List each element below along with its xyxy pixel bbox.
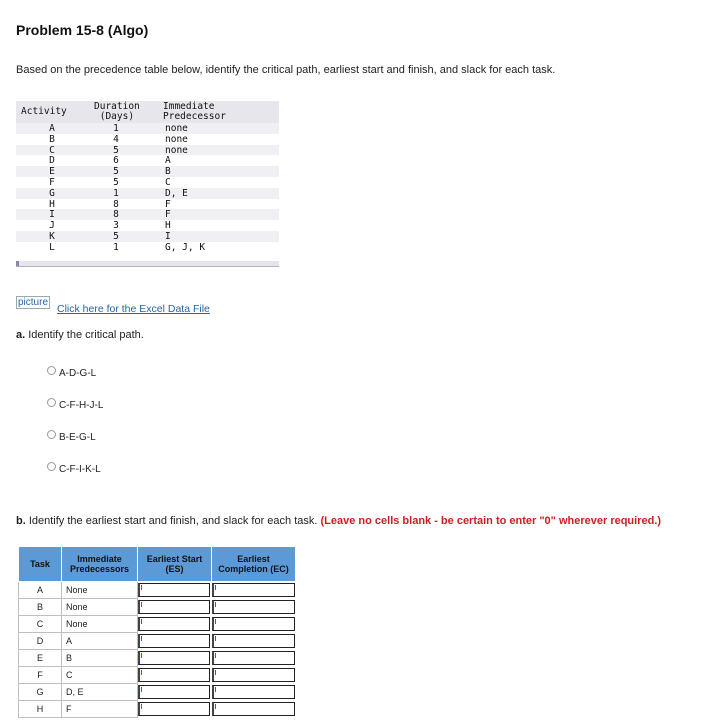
earliest-start-cell (138, 650, 212, 667)
part-b-text: Identify the earliest start and finish, and slack for each task. (25, 515, 321, 527)
predecessor-cell: B (165, 166, 171, 178)
predecessor-cell: F (62, 701, 138, 718)
excel-data-link[interactable]: Click here for the Excel Data File (57, 303, 210, 315)
duration-cell: 8 (113, 209, 119, 221)
predecessor-cell: None (62, 599, 138, 616)
activity-cell: B (49, 133, 55, 145)
earliest-completion-cell (212, 582, 296, 599)
earliest-completion-cell (212, 701, 296, 718)
radio-button[interactable] (47, 430, 56, 439)
precedence-row (16, 220, 279, 231)
precedence-table-header (16, 101, 279, 123)
earliest-completion-input[interactable] (212, 702, 295, 716)
task-cell: D (19, 633, 62, 650)
earliest-start-input[interactable] (138, 668, 210, 682)
earliest-start-cell (138, 701, 212, 718)
earliest-start-cell (138, 633, 212, 650)
duration-cell: 5 (113, 230, 119, 242)
precedence-table (16, 101, 279, 253)
earliest-completion-cell (212, 650, 296, 667)
header-earliest-completion: Earliest Completion (EC) (212, 547, 296, 582)
earliest-start-cell (138, 667, 212, 684)
precedence-row (16, 166, 279, 177)
earliest-completion-cell (212, 667, 296, 684)
earliest-start-input[interactable] (138, 634, 210, 648)
scrollbar-thumb[interactable] (16, 261, 19, 266)
predecessor-cell: F (165, 209, 171, 221)
duration-cell: 8 (113, 198, 119, 210)
predecessor-cell: D, E (62, 684, 138, 701)
precedence-row (16, 177, 279, 188)
duration-cell: 5 (113, 166, 119, 178)
precedence-table-scrollbar[interactable] (16, 261, 279, 267)
answer-row (19, 633, 296, 650)
activity-cell: G (49, 187, 55, 199)
precedence-row (16, 155, 279, 166)
earliest-start-input[interactable] (138, 600, 210, 614)
earliest-start-cell (138, 582, 212, 599)
predecessor-cell: A (165, 155, 171, 167)
col-pred-l2: Predecessor (163, 111, 226, 122)
predecessor-cell: G, J, K (165, 241, 206, 253)
predecessor-cell: B (62, 650, 138, 667)
duration-cell: 5 (113, 144, 119, 156)
precedence-row (16, 123, 279, 134)
part-b-label: b. (16, 515, 26, 527)
earliest-completion-input[interactable] (212, 617, 295, 631)
radio-button[interactable] (47, 366, 56, 375)
predecessor-cell: H (165, 220, 171, 232)
earliest-completion-cell (212, 684, 296, 701)
earliest-start-input[interactable] (138, 651, 210, 665)
activity-cell: K (49, 230, 55, 242)
col-duration-l1: Duration (94, 101, 140, 112)
earliest-completion-input[interactable] (212, 651, 295, 665)
activity-cell: I (49, 209, 55, 221)
predecessor-cell: C (165, 176, 171, 188)
answer-table (18, 546, 296, 718)
answer-row (19, 599, 296, 616)
earliest-completion-cell (212, 633, 296, 650)
activity-cell: L (49, 241, 55, 253)
task-cell: B (19, 599, 62, 616)
option-4[interactable] (47, 464, 101, 475)
task-cell: C (19, 616, 62, 633)
picture-placeholder: picture (18, 297, 49, 308)
answer-row (19, 616, 296, 633)
earliest-completion-cell (212, 599, 296, 616)
activity-cell: A (49, 123, 55, 134)
earliest-start-cell (138, 616, 212, 633)
header-predecessors: Immediate Predecessors (62, 547, 138, 582)
answer-row (19, 582, 296, 599)
part-a-question (16, 329, 144, 341)
precedence-row (16, 231, 279, 242)
predecessor-cell: none (165, 133, 188, 145)
activity-cell: C (49, 144, 55, 156)
earliest-start-cell (138, 684, 212, 701)
option-label: C-F-H-J-L (59, 400, 104, 411)
precedence-row (16, 209, 279, 220)
col-activity: Activity (21, 106, 67, 117)
task-cell: H (19, 701, 62, 718)
predecessor-cell: D, E (165, 187, 188, 199)
problem-intro: Based on the precedence table below, identify the critical path, earliest start and finish, and slack for each task. (16, 64, 556, 76)
radio-button[interactable] (47, 462, 56, 471)
option-1[interactable] (47, 368, 96, 379)
predecessor-cell: none (165, 123, 188, 134)
part-b-instruction: (Leave no cells blank - be certain to enter "0" wherever required.) (320, 515, 662, 527)
predecessor-cell: None (62, 582, 138, 599)
earliest-completion-input[interactable] (212, 583, 295, 597)
duration-cell: 1 (113, 123, 119, 134)
earliest-start-cell (138, 599, 212, 616)
task-cell: G (19, 684, 62, 701)
predecessor-cell: A (62, 633, 138, 650)
task-cell: A (19, 582, 62, 599)
answer-table-header (19, 547, 296, 582)
option-label: C-F-I-K-L (59, 464, 101, 475)
option-2[interactable] (47, 400, 103, 411)
option-label: B-E-G-L (59, 432, 96, 443)
part-a-text: Identify the critical path. (25, 329, 144, 341)
duration-cell: 1 (113, 241, 119, 253)
precedence-row (16, 188, 279, 199)
col-duration (94, 102, 140, 122)
task-cell: F (19, 667, 62, 684)
precedence-row (16, 145, 279, 156)
option-3[interactable] (47, 432, 96, 443)
earliest-start-input[interactable] (138, 685, 210, 699)
duration-cell: 1 (113, 187, 119, 199)
precedence-row (16, 134, 279, 145)
part-a-label: a. (16, 329, 26, 341)
problem-title: Problem 15-8 (Algo) (16, 22, 149, 38)
precedence-row (16, 242, 279, 253)
predecessor-cell: I (165, 230, 171, 242)
earliest-completion-input[interactable] (212, 634, 295, 648)
earliest-completion-input[interactable] (212, 685, 295, 699)
predecessor-cell: C (62, 667, 138, 684)
part-b-question (16, 515, 661, 527)
predecessor-cell: F (165, 198, 171, 210)
activity-cell: F (49, 176, 55, 188)
col-duration-l2: (Days) (99, 111, 135, 122)
answer-row (19, 684, 296, 701)
activity-cell: D (49, 155, 55, 167)
earliest-start-input[interactable] (138, 702, 210, 716)
predecessor-cell: none (165, 144, 188, 156)
answer-row (19, 667, 296, 684)
task-cell: E (19, 650, 62, 667)
activity-cell: H (49, 198, 55, 210)
col-pred-l1: Immediate (163, 101, 215, 112)
activity-cell: E (49, 166, 55, 178)
option-label: A-D-G-L (59, 368, 97, 379)
earliest-start-input[interactable] (138, 617, 210, 631)
col-predecessor (163, 102, 226, 122)
earliest-start-input[interactable] (138, 583, 210, 597)
precedence-row (16, 199, 279, 210)
predecessor-cell: None (62, 616, 138, 633)
earliest-completion-input[interactable] (212, 668, 295, 682)
header-task: Task (19, 547, 62, 582)
answer-row (19, 650, 296, 667)
answer-row (19, 701, 296, 718)
earliest-completion-cell (212, 616, 296, 633)
radio-button[interactable] (47, 398, 56, 407)
duration-cell: 4 (113, 133, 119, 145)
duration-cell: 6 (113, 155, 119, 167)
activity-cell: J (49, 220, 55, 232)
duration-cell: 5 (113, 176, 119, 188)
duration-cell: 3 (113, 220, 119, 232)
header-earliest-start: Earliest Start (ES) (138, 547, 212, 582)
earliest-completion-input[interactable] (212, 600, 295, 614)
